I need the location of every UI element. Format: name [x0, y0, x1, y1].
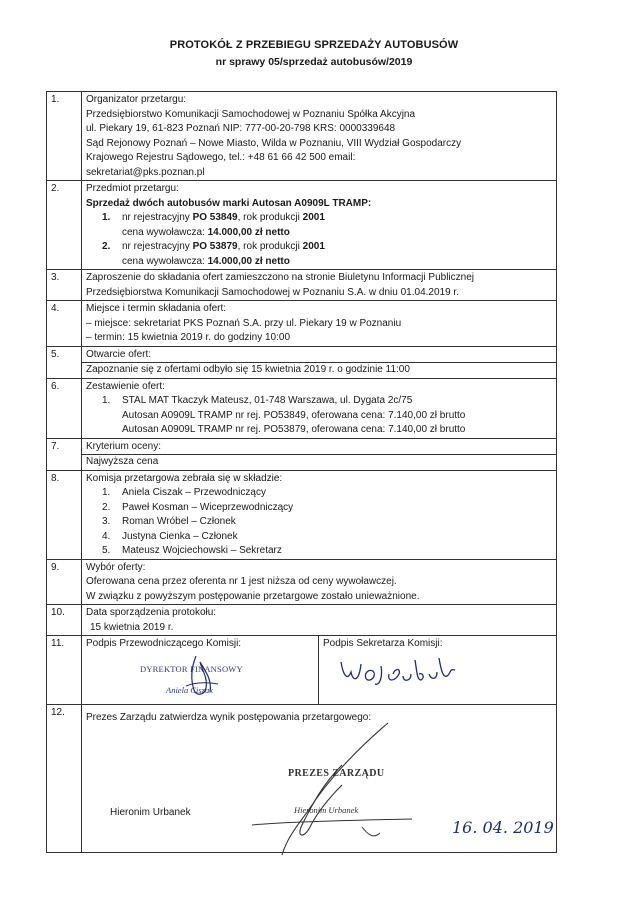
- approval-text: Prezes Zarządu zatwierdza wynik postępowania przetargowego:: [86, 712, 372, 723]
- bidder-text: STAL MAT Tkaczyk Mateusz, 01-748 Warszawa, ul. Dygata 2c/75: [122, 395, 413, 406]
- organizer-email: sekretariat@pks.poznan.pl: [86, 166, 205, 178]
- member-number: 2.: [102, 501, 111, 513]
- organizer-register: Krajowego Rejestru Sądowego, tel.: +48 61 66 42 500 email:: [86, 152, 356, 163]
- organizer-court: Sąd Rejonowy Poznań – Nowe Miasto, Wilda w Poznaniu, VIII Wydział Gospodarczy: [86, 137, 462, 149]
- row-content: [82, 346, 557, 378]
- opening-text: Zapoznanie się z ofertami odbyło się 15 kwietnia 2019 r. o godzinie 11:00: [86, 364, 410, 375]
- year-prefix: , rok produkcji: [237, 241, 303, 252]
- row-content: [82, 270, 557, 301]
- organizer-address: ul. Piekary 19, 61-823 Poznań NIP: 777-00-20-798 KRS: 0000339648: [86, 123, 396, 134]
- row-number: 6.: [47, 378, 82, 438]
- protocol-table: [46, 91, 557, 853]
- bus-price-line: [86, 255, 552, 270]
- secretary-signature-label: Podpis Sekretarza Komisji:: [323, 638, 443, 649]
- year-prefix: , rok produkcji: [237, 212, 303, 223]
- bus-price: 14.000,00 zł netto: [207, 255, 290, 267]
- row-date: [47, 605, 557, 636]
- member-text: Aniela Ciszak – Przewodniczący: [122, 487, 266, 498]
- row-selection: [47, 559, 557, 605]
- president-stamp: PREZES ZARZĄDU: [288, 768, 385, 779]
- row-content: [82, 92, 557, 181]
- commission-member: [86, 501, 552, 516]
- offer-bidder: [86, 394, 552, 409]
- secretary-signature: [339, 652, 459, 692]
- opening-label: Otwarcie ofert:: [86, 348, 152, 360]
- offer-line: Autosan A0909L TRAMP nr rej. PO53879, oferowana cena: 7.140,00 zł brutto: [122, 424, 466, 435]
- row-opening: [47, 346, 557, 378]
- row-subject: [47, 181, 557, 270]
- row-content: [82, 470, 557, 559]
- commission-member: [86, 544, 552, 559]
- price-prefix: cena wywoławcza:: [122, 226, 208, 238]
- commission-member: [86, 515, 552, 530]
- member-number: 1.: [102, 487, 111, 498]
- selection-label: Wybór oferty:: [86, 561, 146, 573]
- reg-prefix: nr rejestracyjny: [122, 241, 193, 252]
- row-number: 2.: [47, 181, 82, 270]
- handwritten-date: [452, 813, 562, 839]
- president-signature: [192, 715, 432, 865]
- commission-member: [86, 530, 552, 545]
- row-number: 8.: [47, 470, 82, 559]
- row-number: 7.: [47, 438, 82, 470]
- chairman-signature-label: Podpis Przewodniczącego Komisji:: [86, 638, 242, 649]
- member-number: 5.: [102, 545, 111, 556]
- member-text: Justyna Cienka – Członek: [122, 530, 238, 542]
- member-number: 3.: [102, 516, 111, 527]
- date-text: 15 kwietnia 2019 r.: [90, 621, 174, 633]
- chairman-name-stamp: Aniela Ciszak: [166, 685, 213, 695]
- place-text: – miejsce: sekretariat PKS Poznań S.A. przy ul. Piekary 19 w Poznaniu: [86, 317, 402, 329]
- subject-label: Przedmiot przetargu:: [86, 183, 179, 194]
- subject-heading: Sprzedaż dwóch autobusów marki Autosan A0909L TRAMP:: [86, 197, 372, 209]
- row-number: 9.: [47, 559, 82, 605]
- case-number: nr sprawy 05/sprzedaż autobusów/2019: [215, 56, 413, 68]
- row-content: [82, 181, 557, 270]
- price-prefix: cena wywoławcza:: [122, 255, 208, 267]
- bus-item-number: 1.: [102, 212, 111, 223]
- president-name: Hieronim Urbanek: [110, 807, 191, 818]
- place-label: Miejsce i termin składania ofert:: [86, 303, 227, 314]
- reg-prefix: nr rejestracyjny: [122, 212, 193, 223]
- selection-text: Oferowana cena przez oferenta nr 1 jest niższa od ceny wywoławczej.: [86, 576, 397, 587]
- bus-item: [86, 240, 552, 255]
- bus-price-line: [86, 226, 552, 241]
- row-number: 10.: [47, 605, 82, 636]
- member-text: Mateusz Wojciechowski – Sekretarz: [122, 545, 282, 556]
- organizer-name: Przedsiębiorstwo Komunikacji Samochodowej w Poznaniu Spółka Akcyjna: [86, 108, 416, 120]
- commission-member: [86, 486, 552, 501]
- offer-number: 1.: [102, 395, 111, 406]
- row-number: 1.: [47, 92, 82, 181]
- criterion-text: Najwyższa cena: [86, 456, 159, 467]
- criterion-label: Kryterium oceny:: [86, 440, 162, 452]
- row-commission: [47, 470, 557, 559]
- offer-line: Autosan A0909L TRAMP nr rej. PO53849, oferowana cena: 7.140,00 zł brutto: [122, 409, 466, 421]
- invitation-text: Zaproszenie do składania ofert zamieszczono na stronie Biuletynu Informacji Publicznej: [86, 272, 474, 283]
- chairman-signature: [182, 652, 222, 700]
- row-number: 4.: [47, 301, 82, 347]
- organizer-label: Organizator przetargu:: [86, 94, 187, 105]
- commission-label: Komisja przetargowa zebrała się w składzie:: [86, 472, 283, 484]
- document-title: PROTOKÓŁ Z PRZEBIEGU SPRZEDAŻY AUTOBUSÓW: [169, 39, 459, 51]
- row-content: [82, 301, 557, 347]
- row-offers: [47, 378, 557, 438]
- bus-item: [86, 211, 552, 226]
- deadline-text: – termin: 15 kwietnia 2019 r. do godziny 10:00: [86, 332, 291, 343]
- row-invitation: [47, 270, 557, 301]
- member-text: Paweł Kosman – Wiceprzewodniczący: [122, 501, 294, 513]
- row-content: [82, 605, 557, 636]
- row-place-and-time: [47, 301, 557, 347]
- row-organizer: [47, 92, 557, 181]
- row-number: 3.: [47, 270, 82, 301]
- secretary-signature-box: [319, 636, 556, 704]
- handwritten-date-text: 16. 04. 2019: [452, 818, 554, 837]
- member-number: 4.: [102, 530, 111, 542]
- offers-label: Zestawienie ofert:: [86, 380, 165, 392]
- row-number: 11.: [47, 636, 82, 705]
- row-approval: [47, 705, 557, 853]
- bus-registration: PO 53849: [192, 212, 238, 223]
- invitation-text: Przedsiębiorstwa Komunikacji Samochodowej w Poznaniu S.A. w dniu 01.04.2019 r.: [86, 286, 459, 298]
- signature-cell: [82, 636, 557, 705]
- finance-director-stamp: DYREKTOR FINANSOWY: [140, 664, 243, 674]
- bus-year: 2001: [302, 241, 325, 252]
- row-number: 12.: [47, 705, 82, 853]
- row-content: [82, 705, 557, 853]
- member-text: Roman Wróbel – Członek: [122, 516, 236, 527]
- row-signatures: [47, 636, 557, 705]
- row-number: 5.: [47, 346, 82, 378]
- bus-year: 2001: [302, 212, 325, 223]
- row-criterion: [47, 438, 557, 470]
- row-content: [82, 378, 557, 438]
- selection-text: W związku z powyższym postępowanie przetargowe zostało unieważnione.: [86, 590, 420, 602]
- bus-registration: PO 53879: [192, 241, 238, 252]
- president-name-stamp: Hieronim Urbanek: [294, 805, 359, 815]
- row-content: [82, 438, 557, 470]
- bus-price: 14.000,00 zł netto: [207, 226, 290, 238]
- row-content: [82, 559, 557, 605]
- bus-item-number: 2.: [102, 241, 111, 252]
- chairman-signature-box: [82, 636, 319, 704]
- date-label: Data sporządzenia protokołu:: [86, 607, 217, 618]
